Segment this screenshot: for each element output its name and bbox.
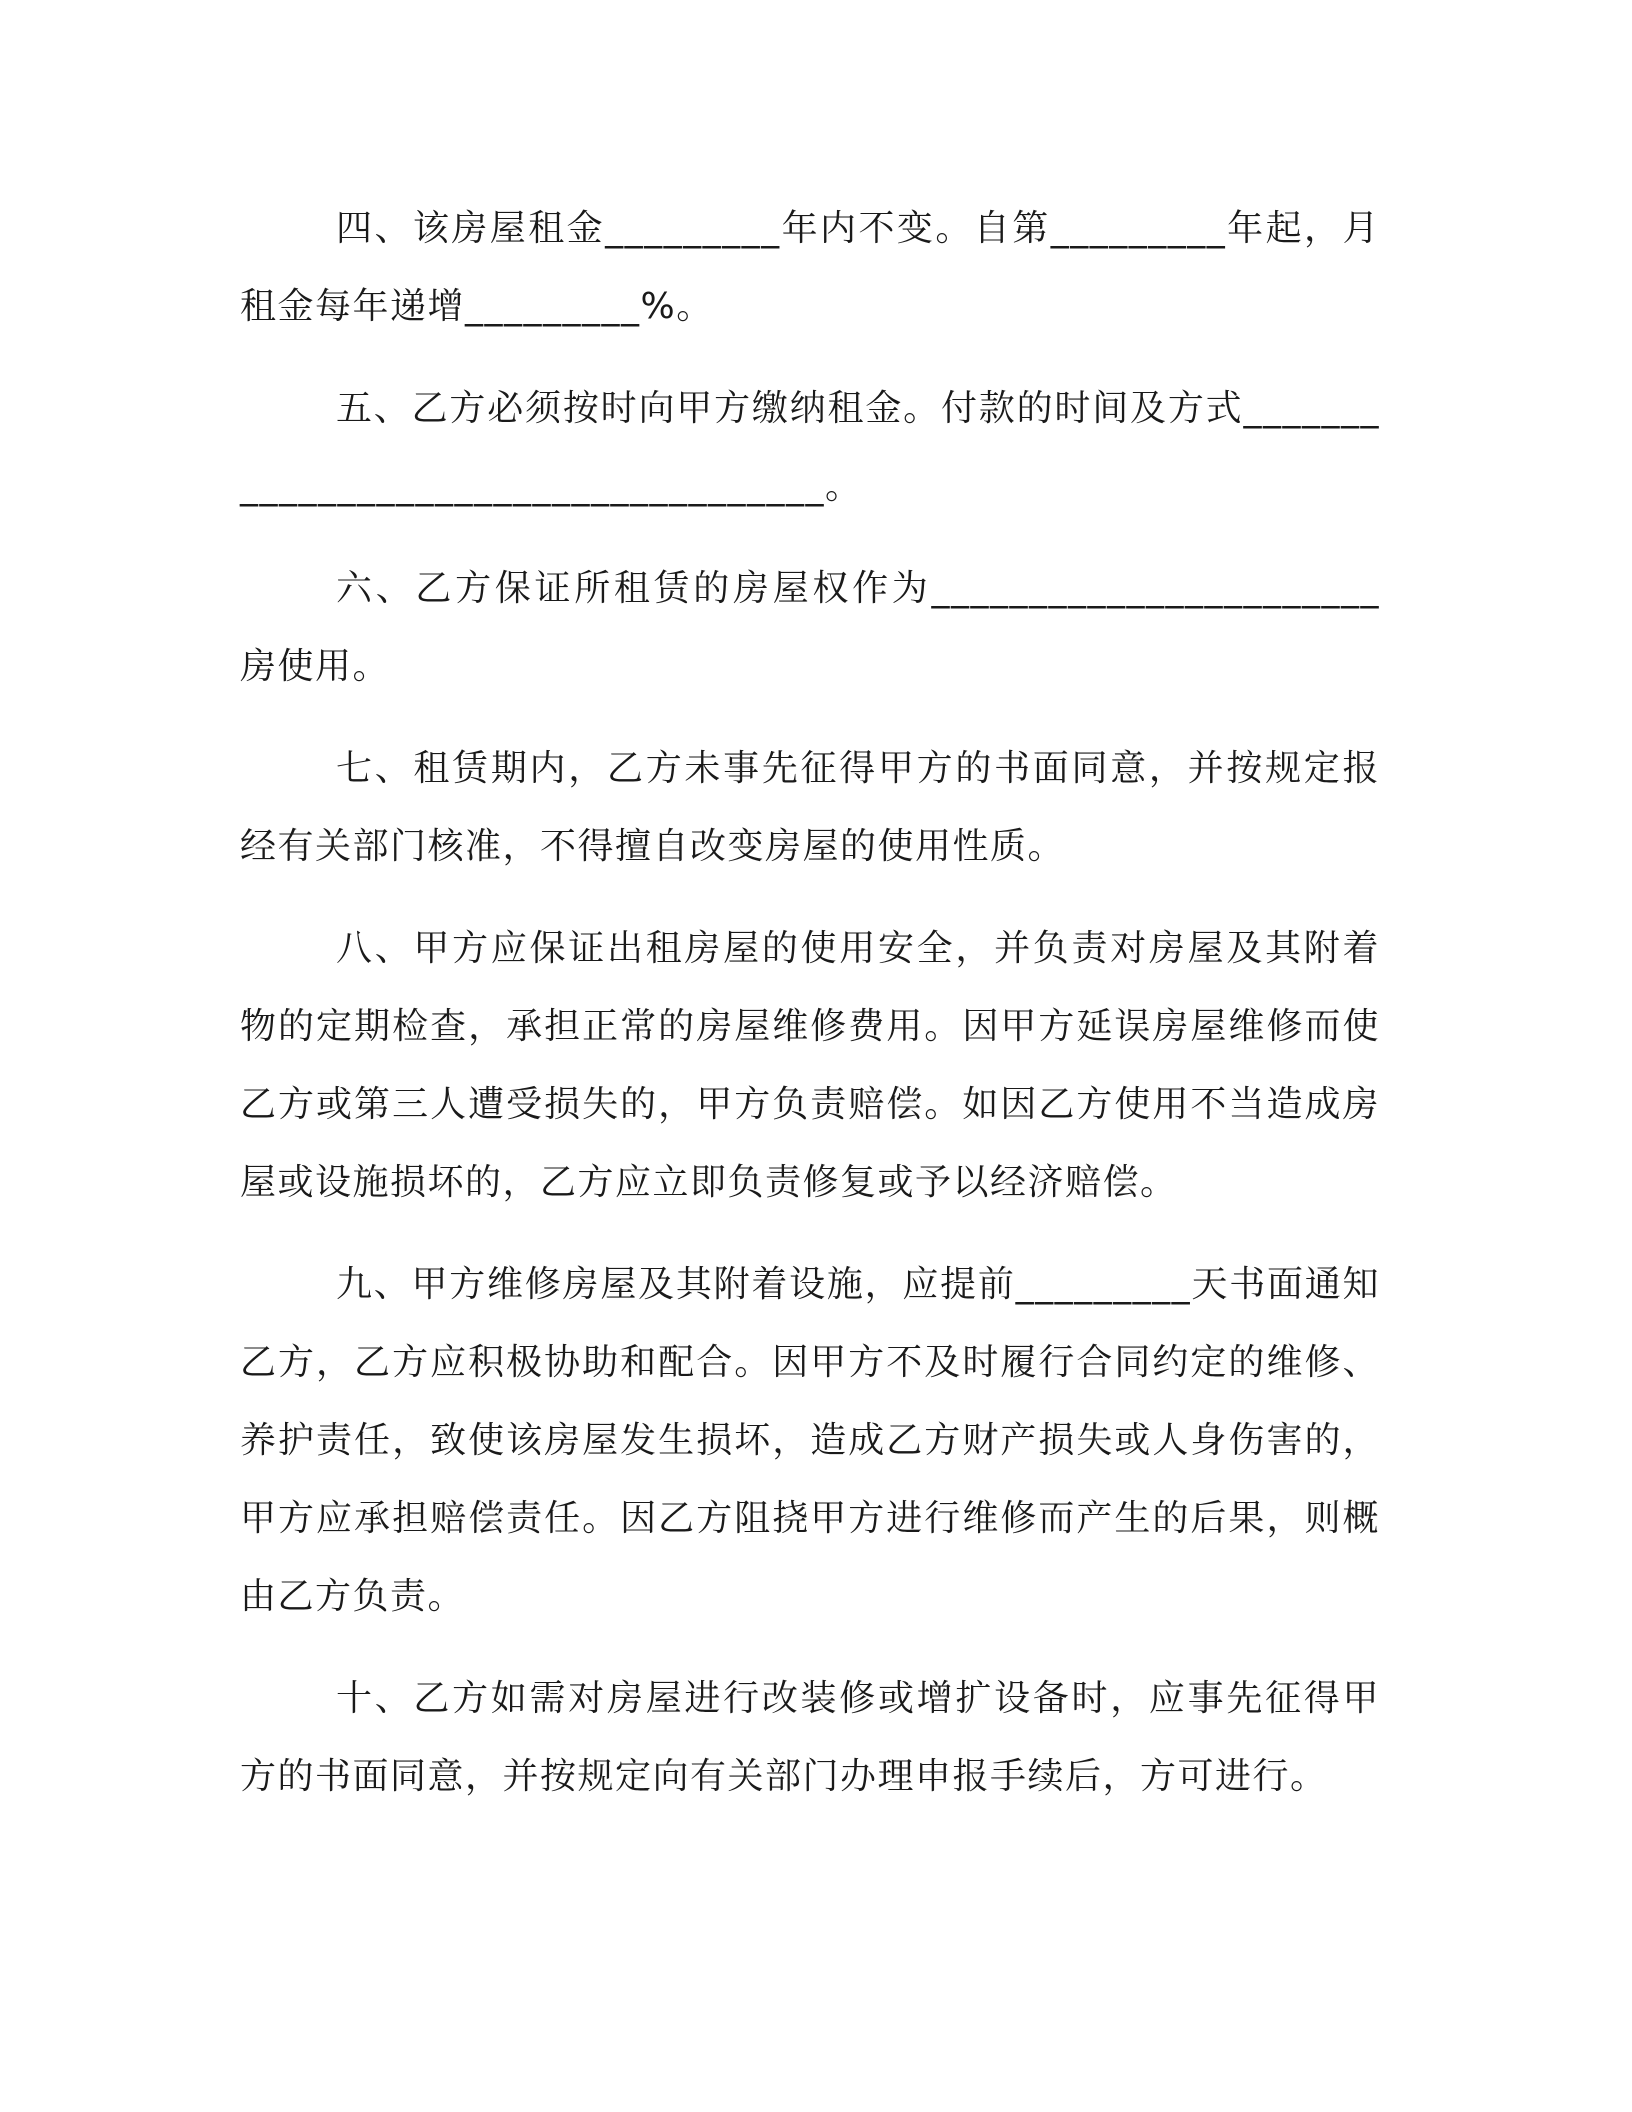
clause-9-paragraph: 九、甲方维修房屋及其附着设施，应提前_________天书面通知乙方，乙方应积极协助和配合。因甲方不及时履行合同约定的维修、养护责任，致使该房屋发生损坏，造成乙方财产损失或人身伤害的，甲方应承担赔偿责任。因乙方阻挠甲方进行维修而产生的后果，则概由乙方负责。 [240, 1264, 1380, 1617]
clause-5-paragraph: 五、乙方必须按时向甲方缴纳租金。付款的时间及方式_____________________________________。 [240, 388, 1380, 507]
clause-7-paragraph: 七、租赁期内，乙方未事先征得甲方的书面同意，并按规定报经有关部门核准，不得擅自改变房屋的使用性质。 [240, 748, 1380, 867]
clause-4-paragraph: 四、该房屋租金_________年内不变。自第_________年起，月租金每年递增_________%。 [240, 208, 1380, 327]
clause-10-paragraph: 十、乙方如需对房屋进行改装修或增扩设备时，应事先征得甲方的书面同意，并按规定向有关部门办理申报手续后，方可进行。 [240, 1678, 1380, 1797]
clause-8-paragraph: 八、甲方应保证出租房屋的使用安全，并负责对房屋及其附着物的定期检查，承担正常的房屋维修费用。因甲方延误房屋维修而使乙方或第三人遭受损失的，甲方负责赔偿。如因乙方使用不当造成房屋或设施损坏的，乙方应立即负责修复或予以经济赔偿。 [240, 928, 1380, 1203]
document-body [240, 190, 1380, 1840]
clause-6-paragraph: 六、乙方保证所租赁的房屋权作为_______________________房使用。 [240, 568, 1380, 687]
